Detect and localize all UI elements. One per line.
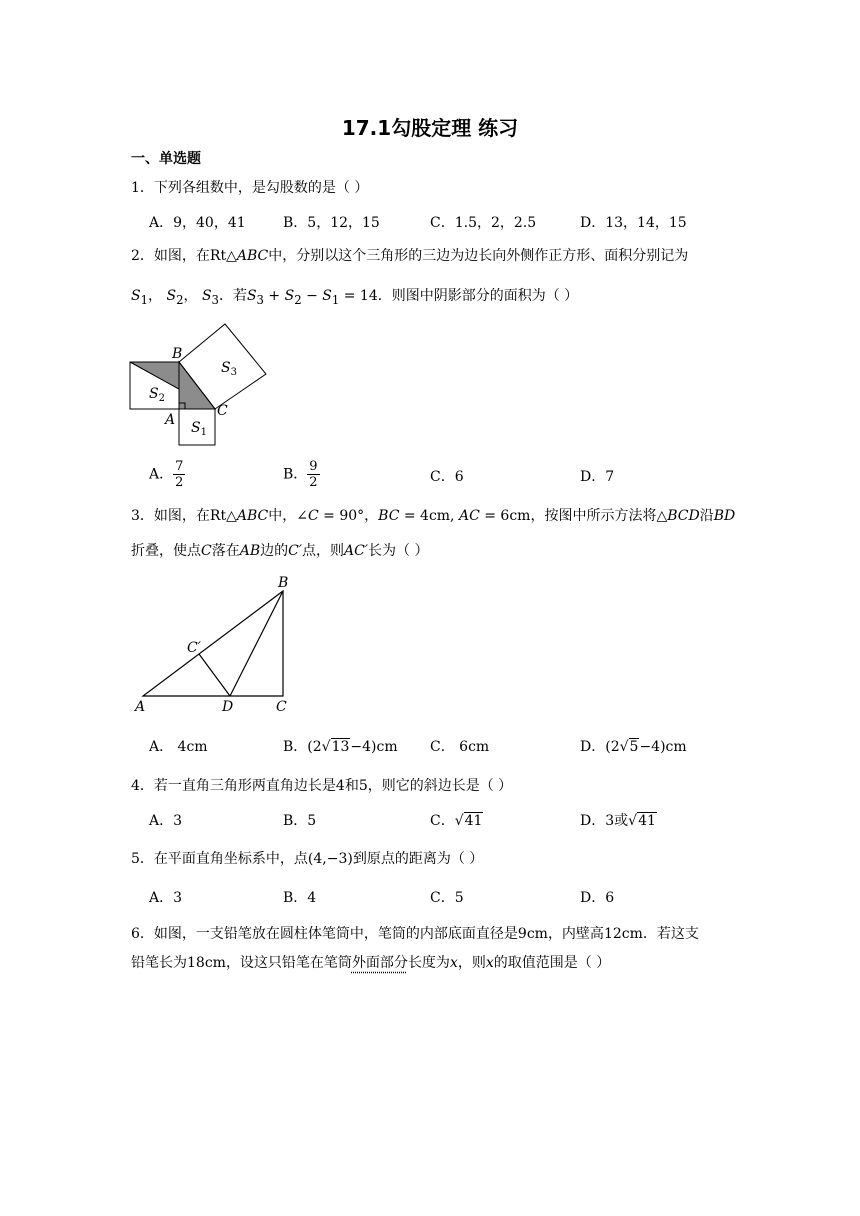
label-s2: $S_2$ xyxy=(149,386,165,404)
question-2-line-2: $S_1$， $S_2$， $S_3$．若$S_3 + S_2 - S_1 = 14$．则图中阴影部分的面积为（ ） xyxy=(131,288,579,307)
question-6-line-1: 6．如图，一支铅笔放在圆柱体笔筒中，笔筒的内部底面直径是9cm，内壁高12cm．若这支 xyxy=(131,926,699,942)
q4-option-a[interactable]: A．3 xyxy=(149,813,183,829)
question-2-figure xyxy=(125,320,270,450)
q5-option-c[interactable]: C．5 xyxy=(430,890,464,906)
label-s1: $S_1$ xyxy=(191,420,207,438)
q5-option-a[interactable]: A．3 xyxy=(149,890,183,906)
q3-option-b[interactable]: B．(2√13−4)cm xyxy=(283,739,398,755)
label-b: B xyxy=(278,575,289,591)
question-5-stem: 5．在平面直角坐标系中，点(4,−3)到原点的距离为（ ） xyxy=(131,851,484,867)
question-1-stem: 1．下列各组数中，是勾股数的是（ ） xyxy=(131,180,369,196)
q4-option-d[interactable]: D．3或√41 xyxy=(580,813,656,829)
label-c: C xyxy=(276,699,287,715)
q2-option-b[interactable]: B． $\frac{9}{2}$ xyxy=(283,459,318,490)
label-a: A xyxy=(165,412,176,428)
question-3-line-1: 3．如图，在Rt△ABC中，∠C = 90°，BC = 4cm, AC = 6cm，按图中所示方法将△BCD沿BD xyxy=(131,508,736,524)
question-3-line-2: 折叠，使点C落在AB边的C′点，则AC′长为（ ） xyxy=(131,543,429,559)
q5-option-b[interactable]: B．4 xyxy=(283,890,317,906)
q3-option-d[interactable]: D．(2√5−4)cm xyxy=(580,739,687,755)
label-a: A xyxy=(135,699,146,715)
q3-option-c[interactable]: C． 6cm xyxy=(430,739,490,755)
q3-option-a[interactable]: A． 4cm xyxy=(149,739,208,755)
q2-option-d[interactable]: D．7 xyxy=(580,469,615,485)
label-b: B xyxy=(172,346,183,362)
q1-option-b[interactable]: B．5，12，15 xyxy=(283,215,380,231)
emphasis-text: 外面部分 xyxy=(351,955,408,971)
question-3-figure xyxy=(130,572,300,717)
q4-option-b[interactable]: B．5 xyxy=(283,813,317,829)
segment-bd xyxy=(230,591,283,696)
question-4-stem: 4．若一直角三角形两直角边长是4和5，则它的斜边长是（ ） xyxy=(131,778,513,794)
q2-option-c[interactable]: C．6 xyxy=(430,469,464,485)
question-6-line-2: 铅笔长为18cm，设这只铅笔在笔筒外面部分长度为x，则x的取值范围是（ ） xyxy=(131,955,611,971)
q1-option-d[interactable]: D．13，14，15 xyxy=(580,215,687,231)
q2-option-a[interactable]: A． $\frac{7}{2}$ xyxy=(149,459,184,490)
label-s3: $S_3$ xyxy=(221,360,237,378)
label-c-prime: C′ xyxy=(187,640,201,656)
q4-option-c[interactable]: C．√41 xyxy=(430,813,483,829)
triangle-abc xyxy=(143,591,283,696)
q1-option-a[interactable]: A．9，40，41 xyxy=(149,215,246,231)
label-c: C xyxy=(217,403,228,419)
section-heading: 一、单选题 xyxy=(131,151,201,167)
page-title: 17.1勾股定理 练习 xyxy=(341,116,519,140)
q5-option-d[interactable]: D．6 xyxy=(580,890,615,906)
q1-option-c[interactable]: C．1.5，2，2.5 xyxy=(430,215,537,231)
question-2-line-1: 2．如图，在Rt△ABC中，分别以这个三角形的三边为边长向外侧作正方形、面积分别记为 xyxy=(131,248,689,264)
segment-dc-prime xyxy=(199,654,230,696)
label-d: D xyxy=(222,699,234,715)
